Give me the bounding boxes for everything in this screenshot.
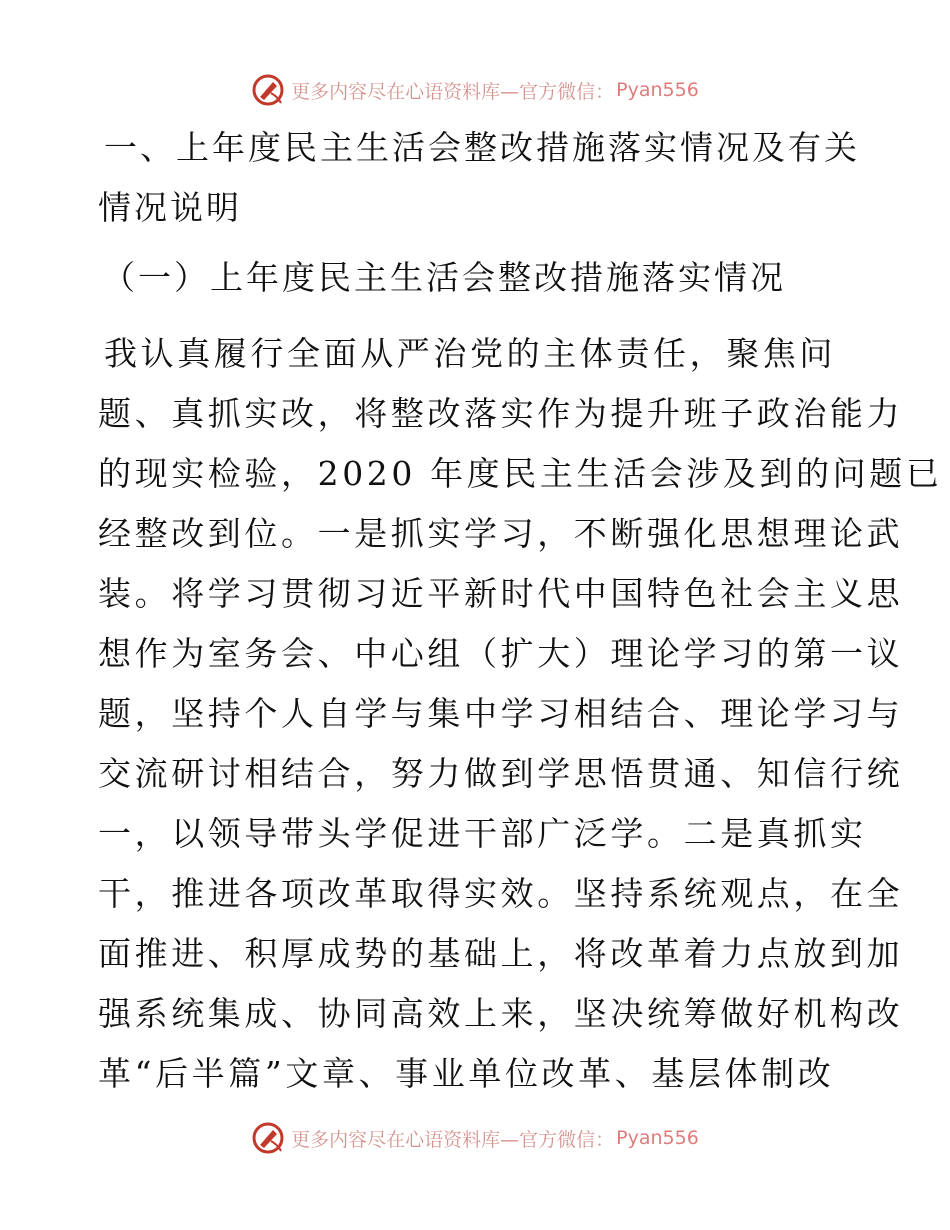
section-heading-line-2: 情况说明 xyxy=(98,188,242,227)
header-watermark-banner xyxy=(0,70,950,110)
wechat-id: Pyan556 xyxy=(616,1127,699,1149)
paragraph-line: 面推进、积厚成势的基础上，将改革着力点放到加 xyxy=(98,934,904,973)
section-heading-line-1: 一、上年度民主生活会整改措施落实情况及有关 xyxy=(104,128,860,167)
paragraph-line: 题、真抓实改，将整改落实作为提升班子政治能力 xyxy=(98,394,904,433)
brand-logo-icon xyxy=(251,1121,285,1155)
subsection-heading: （一）上年度民主生活会整改措施落实情况 xyxy=(102,258,786,297)
paragraph-line: 干，推进各项改革取得实效。坚持系统观点，在全 xyxy=(98,874,904,913)
paragraph-line: 交流研讨相结合，努力做到学思悟贯通、知信行统 xyxy=(98,754,904,793)
paragraph-line: 一，以领导带头学促进干部广泛学。二是真抓实 xyxy=(98,814,867,853)
paragraph-line: 想作为室务会、中心组（扩大）理论学习的第一议 xyxy=(98,634,904,673)
paragraph-line: 我认真履行全面从严治党的主体责任，聚焦问 xyxy=(104,334,836,373)
banner-text: 更多内容尽在心语资料库—官方微信： xyxy=(291,80,615,103)
footer-watermark-banner xyxy=(0,1118,950,1158)
paragraph-line: 装。将学习贯彻习近平新时代中国特色社会主义思 xyxy=(98,574,904,613)
paragraph-line: 的现实检验，2020 年度民主生活会涉及到的问题已 xyxy=(98,454,943,493)
paragraph-line: 强系统集成、协同高效上来，坚决统筹做好机构改 xyxy=(98,994,904,1033)
paragraph-line: 题，坚持个人自学与集中学习相结合、理论学习与 xyxy=(98,694,904,733)
banner-text: 更多内容尽在心语资料库—官方微信： xyxy=(291,1128,615,1151)
wechat-id: Pyan556 xyxy=(616,79,699,101)
paragraph-line: 经整改到位。一是抓实学习，不断强化思想理论武 xyxy=(98,514,904,553)
brand-logo-icon xyxy=(251,73,285,107)
paragraph-line: 革“后半篇”文章、事业单位改革、基层体制改 xyxy=(98,1054,835,1093)
